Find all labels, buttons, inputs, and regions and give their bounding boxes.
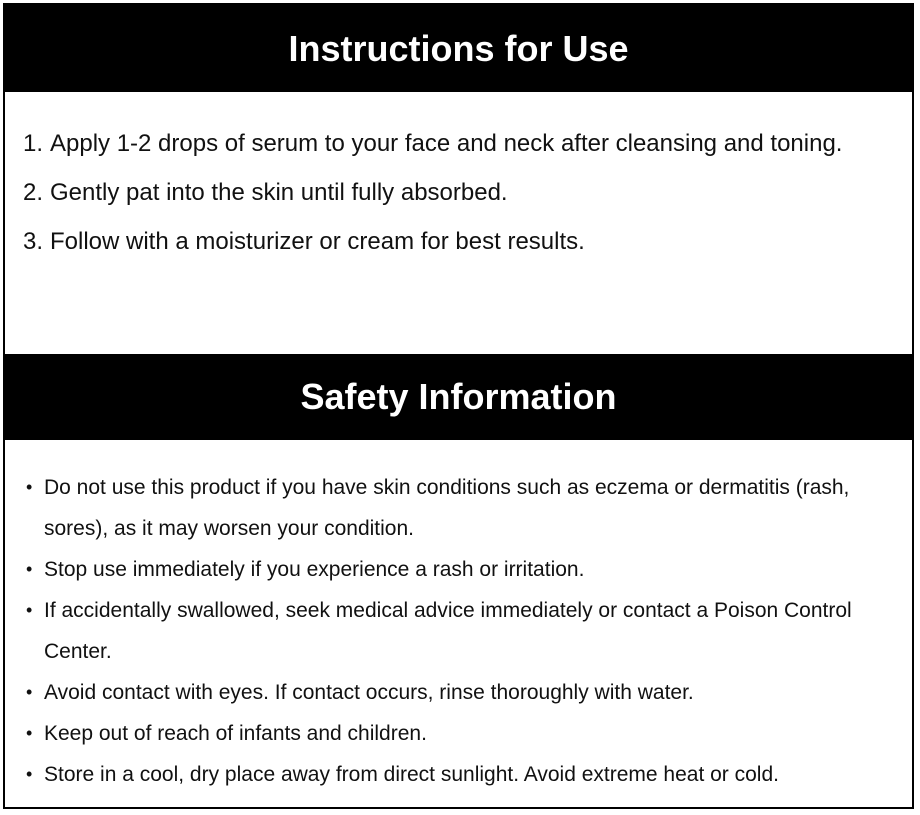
bullet-icon: • [26,600,33,620]
safety-item-text: Stop use immediately if you experience a rash or irritation. [44,558,585,581]
safety-item [23,713,893,754]
step-text: Apply 1-2 drops of serum to your face and neck after cleansing and toning. [50,130,843,157]
step-text: Gently pat into the skin until fully absorbed. [50,179,508,206]
instructions-list [23,121,883,268]
instruction-step [23,219,883,264]
step-number: 1. [23,130,44,157]
safety-list [23,467,893,795]
step-number: 3. [23,228,44,255]
step-text: Follow with a moisturizer or cream for best results. [50,228,585,255]
safety-item [23,590,893,672]
instruction-step [23,170,883,215]
safety-item [23,549,893,590]
safety-header [5,354,912,440]
step-number: 2. [23,179,44,206]
safety-item [23,467,893,549]
safety-item-text: Store in a cool, dry place away from direct sunlight. Avoid extreme heat or cold. [44,763,779,786]
safety-item-text: If accidentally swallowed, seek medical advice immediately or contact a Poison Control Center. [44,599,852,663]
bullet-icon: • [26,477,33,497]
instruction-step [23,121,883,166]
safety-item [23,672,893,713]
instructions-header [5,5,912,92]
safety-item-text: Do not use this product if you have skin conditions such as eczema or dermatitis (rash, sores), as it may worsen your condition. [44,476,850,540]
safety-item-text: Avoid contact with eyes. If contact occurs, rinse thoroughly with water. [44,681,694,704]
instructions-title: Instructions for Use [288,28,629,69]
safety-title: Safety Information [300,376,617,417]
info-panel [3,3,914,809]
safety-item [23,754,893,795]
safety-item-text: Keep out of reach of infants and children. [44,722,427,745]
bullet-icon: • [26,559,33,579]
bullet-icon: • [26,723,33,743]
bullet-icon: • [26,764,33,784]
bullet-icon: • [26,682,33,702]
